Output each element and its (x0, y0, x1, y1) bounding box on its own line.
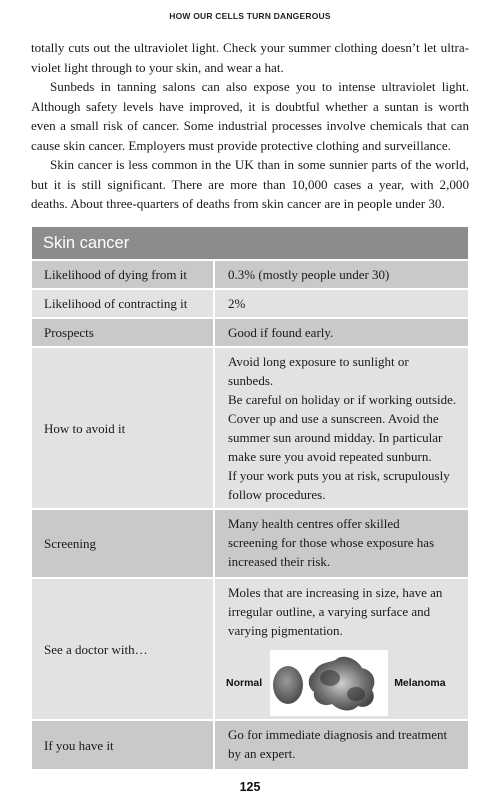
paragraph: totally cuts out the ultraviolet light. Check your summer clothing doesn’t let ultra-violet light through to your skin, and wear a hat. (31, 40, 469, 75)
row-value-line: 2% (228, 296, 246, 311)
table-row (32, 577, 468, 719)
melanoma-label: Melanoma (394, 676, 446, 689)
row-label: Likelihood of dying from it (32, 261, 215, 288)
row-value-line: by an expert. (228, 746, 296, 761)
melanoma-dark-patch (320, 670, 340, 686)
row-value-line: Many health centres offer skilled (228, 516, 400, 531)
melanoma-shape (309, 657, 375, 711)
row-value (215, 319, 468, 346)
table-row (32, 317, 468, 346)
row-value (215, 579, 468, 719)
normal-label: Normal (226, 676, 263, 689)
table-row (32, 346, 468, 508)
mole-illustration (270, 650, 388, 716)
row-value-line: make sure you avoid repeated sunburn. (228, 449, 432, 464)
table-row (32, 719, 468, 769)
table-row (32, 508, 468, 577)
row-value (215, 348, 468, 508)
row-value (215, 290, 468, 317)
page-number: 125 (239, 780, 261, 794)
row-label: How to avoid it (32, 348, 215, 508)
row-value-line: Avoid long exposure to sunlight or (228, 354, 409, 369)
table-row (32, 288, 468, 317)
skin-cancer-table (32, 227, 468, 769)
row-value (215, 510, 468, 577)
row-value-line: If your work puts you at risk, scrupulously (228, 468, 450, 483)
row-label: Prospects (32, 319, 215, 346)
row-label: Likelihood of contracting it (32, 290, 215, 317)
row-label: Screening (32, 510, 215, 577)
melanoma-dark-patch (347, 687, 365, 701)
row-value-line: irregular outline, a varying surface and (228, 604, 431, 619)
row-value-line: varying pigmentation. (228, 623, 343, 638)
row-label: See a doctor with… (32, 579, 215, 719)
row-value-line: Moles that are increasing in size, have an (228, 585, 443, 600)
row-value-line: Cover up and use a sunscreen. Avoid the (228, 411, 439, 426)
running-head: HOW OUR CELLS TURN DANGEROUS (169, 11, 331, 21)
row-value-line: Go for immediate diagnosis and treatment (228, 727, 448, 742)
row-value-line: summer sun around midday. In particular (228, 430, 443, 445)
row-value-line: sunbeds. (228, 373, 274, 388)
row-value-line: 0.3% (mostly people under 30) (228, 267, 390, 282)
paragraph: Sunbeds in tanning salons can also expose you to intense ultraviolet light. Although safety levels have improved, it is doubtful whether a suntan is worth even a small risk of cancer. Some industrial processes involve chemicals that can cause skin cancer. Employers must provide protective clothing and surveillance. (31, 79, 469, 153)
row-value-line: increased their risk. (228, 554, 331, 569)
row-label: If you have it (32, 721, 215, 769)
mole-comparison-figure (226, 650, 458, 716)
row-value (215, 721, 468, 769)
table-title: Skin cancer (32, 227, 468, 259)
row-value-line: Be careful on holiday or if working outside. (228, 392, 457, 407)
row-value-line: follow procedures. (228, 487, 326, 502)
row-value-line: screening for those whose exposure has (228, 535, 435, 550)
paragraph: Skin cancer is less common in the UK than in some sunnier parts of the world, but it is still significant. There are more than 10,000 cases a year, with 2,000 deaths. About three-quarters of deaths from skin cancer are in people under 30. (31, 157, 469, 211)
table-row (32, 259, 468, 288)
body-text (31, 38, 469, 214)
normal-mole-shape (273, 666, 303, 704)
row-value (215, 261, 468, 288)
row-value-line: Good if found early. (228, 325, 334, 340)
